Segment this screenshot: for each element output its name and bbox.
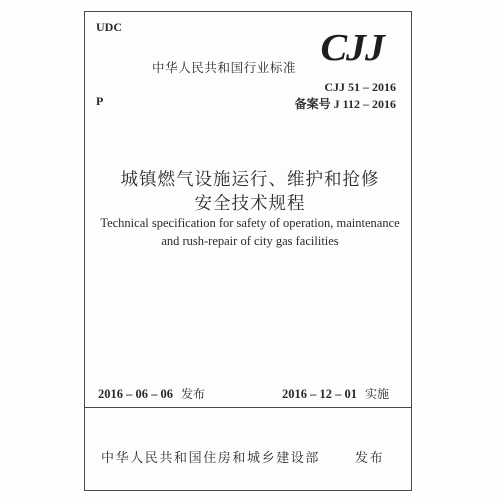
issue-label: 发布	[355, 451, 385, 466]
chinese-title-line-2: 安全技术规程	[194, 194, 306, 214]
classification-label: P	[96, 94, 104, 108]
industry-standard-label: 中华人民共和国行业标准	[152, 60, 297, 75]
publish-date: 2016 – 06 – 06	[98, 387, 173, 401]
udc-label: UDC	[96, 20, 122, 34]
publish-date-block	[98, 385, 205, 402]
effective-label: 实施	[365, 387, 390, 401]
publish-label: 发布	[181, 387, 206, 401]
standard-number: CJJ 51 – 2016	[324, 80, 396, 94]
cjj-logo: CJJ	[320, 27, 384, 69]
chinese-title-line-1: 城镇燃气设施运行、维护和抢修	[120, 170, 380, 190]
effective-date-block	[282, 385, 389, 402]
divider	[84, 407, 412, 408]
english-title-line-2: and rush-repair of city gas facilities	[161, 234, 339, 248]
effective-date: 2016 – 12 – 01	[282, 387, 357, 401]
english-title-line-1: Technical specification for safety of operation, maintenance	[100, 216, 400, 230]
issuing-authority: 中华人民共和国住房和城乡建设部	[101, 451, 321, 466]
record-number: 备案号 J 112 – 2016	[294, 97, 396, 111]
